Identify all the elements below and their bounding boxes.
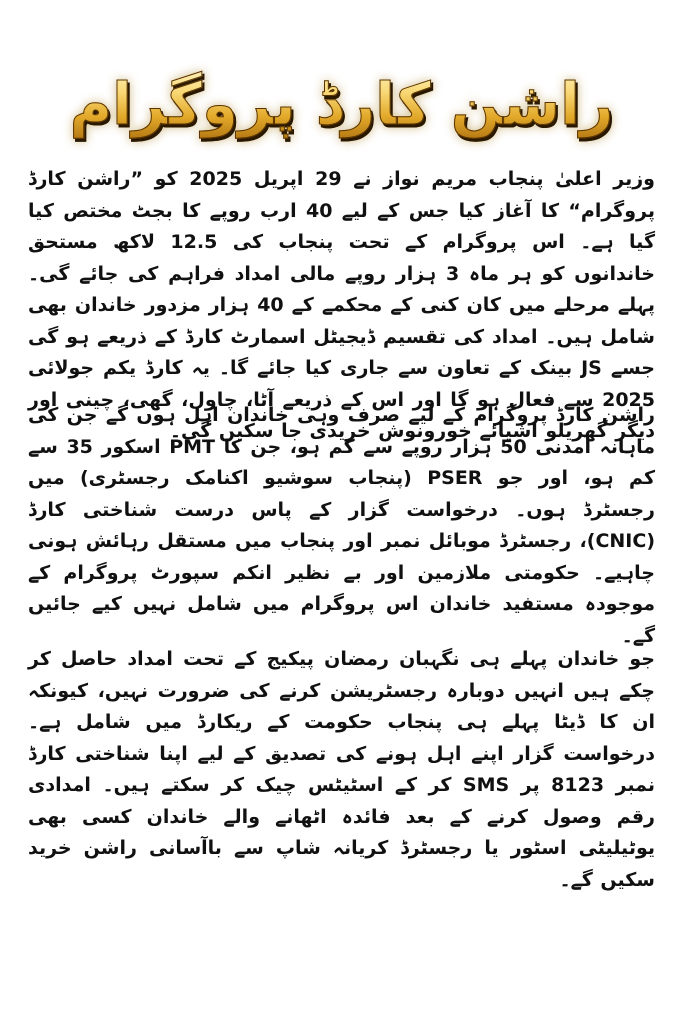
paragraph-intro: وزیر اعلیٰ پنجاب مریم نواز نے 29 اپریل 2025 کو ”راشن کارڈ پروگرام“ کا آغاز کیا جس کے لیے 40 ارب روپے کا بجٹ مختص کیا گیا ہے۔ اس پروگرام کے تحت پنجاب کی 12.5 لاکھ مستحق خاندانوں کو ہر ماہ 3 ہزار روپے مالی امداد فراہم کی جائے گی۔ پہلے مرحلے میں کان کنی کے محکمے کے 40 ہزار مزدور خاندان بھی شامل ہیں۔ امداد کی تقسیم ڈیجیٹل اسمارٹ کارڈ کے ذریعے ہو گی جسے JS بینک کے تعاون سے جاری کیا جائے گا۔ یہ کارڈ یکم جولائی 2025 سے فعال ہو گا اور اس کے ذریعے آٹا، چاول، گھی، چینی اور دیگر گھریلو اشیائے خورونوش خریدی جا سکیں گی۔ bbox=[28, 168, 655, 442]
paragraph-eligibility: راشن کارڈ پروگرام کے لیے صرف وہی خاندان اہل ہوں گے جن کی ماہانہ آمدنی 50 ہزار روپے سے کم ہو، جن کا PMT اسکور 35 سے کم ہو، اور جو PSER (پنجاب سوشیو اکنامک رجسٹری) میں رجسٹرڈ ہوں۔ درخواست گزار کے پاس درست شناختی کارڈ (CNIC)، رجسٹرڈ موبائل نمبر اور پنجاب میں مستقل رہائش ہونی چاہیے۔ حکومتی ملازمین اور بے نظیر انکم سپورٹ پروگرام کے موجودہ مستفید خاندان اس پروگرام میں شامل نہیں کیے جائیں گے۔ bbox=[28, 404, 656, 647]
page-title: راشن کارڈ پروگرام bbox=[28, 62, 655, 146]
paragraph-registration: جو خاندان پہلے ہی نگہبان رمضان پیکیج کے تحت امداد حاصل کر چکے ہیں انہیں دوبارہ رجسٹریشن کرنے کی ضرورت نہیں، کیونکہ ان کا ڈیٹا پہلے ہی پنجاب حکومت کے ریکارڈ میں شامل ہے۔ درخواست گزار اپنے اہل ہونے کی تصدیق کے لیے اپنا شناختی کارڈ نمبر 8123 پر SMS کر کے اسٹیٹس چیک کر سکتے ہیں۔ امدادی رقم وصول کرنے کے بعد فائدہ اٹھانے والے خاندان کسی بھی یوٹیلیٹی اسٹور یا رجسٹرڈ کریانہ شاپ سے باآسانی راشن خرید سکیں گے۔ bbox=[28, 648, 656, 891]
